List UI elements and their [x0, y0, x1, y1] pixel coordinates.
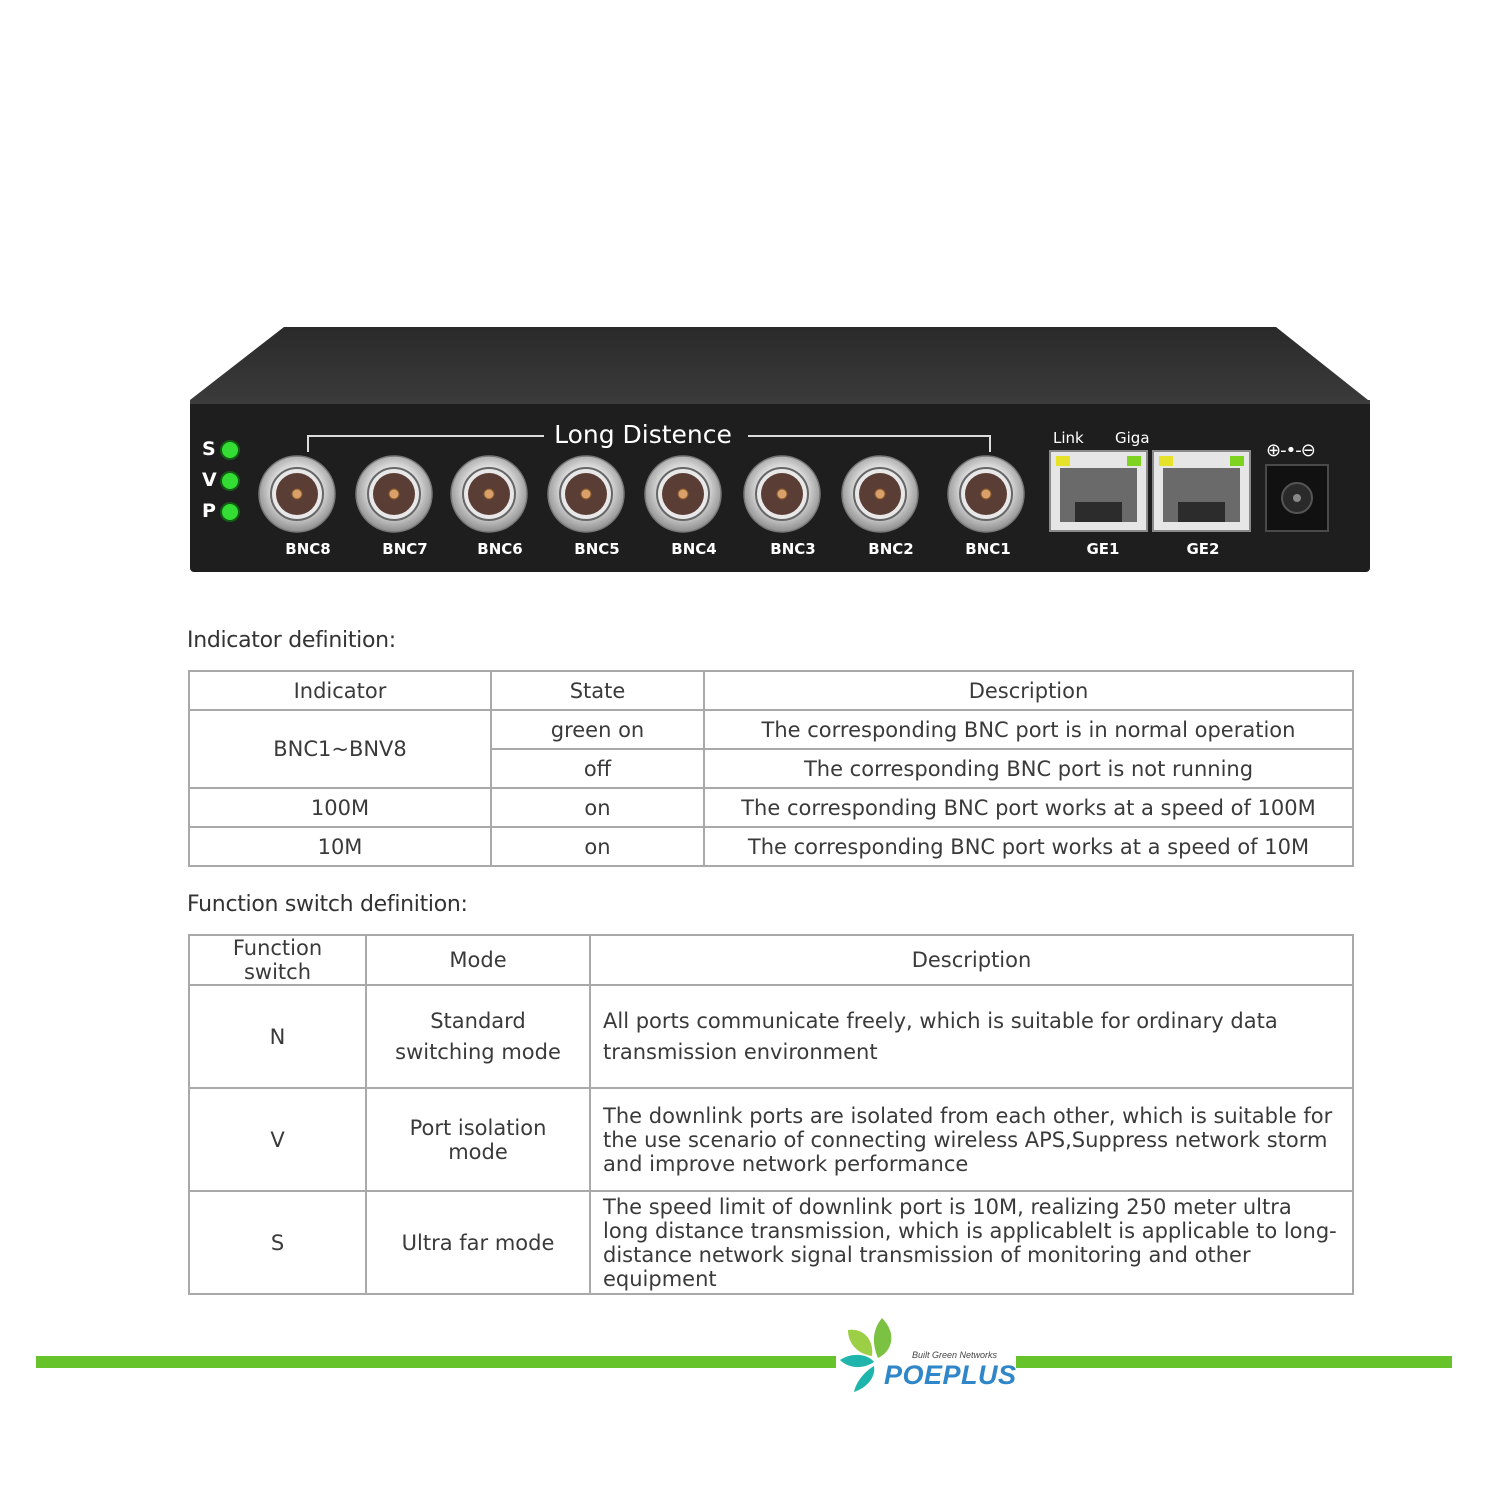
cell-description: The downlink ports are isolated from each other, which is suitable for the use scenario of connecting wireless APS,Suppress network storm and improve network performance — [590, 1088, 1353, 1191]
bnc3-connector-icon — [744, 456, 820, 532]
bnc7-connector-icon — [356, 456, 432, 532]
port-label-bnc4: BNC4 — [671, 540, 717, 558]
bnc1-connector-icon — [948, 456, 1024, 532]
header-description: Description — [590, 935, 1353, 985]
cell-state: on — [491, 827, 704, 866]
bnc5-connector-icon — [548, 456, 624, 532]
status-leds — [221, 441, 239, 521]
table-row — [189, 710, 1353, 749]
power-jack-icon — [1266, 465, 1328, 531]
header-indicator: Indicator — [189, 671, 491, 710]
bnc8-connector-icon — [259, 456, 335, 532]
cell-state: off — [491, 749, 704, 788]
long-distance-title: Long Distence — [554, 420, 732, 449]
cell-switch: S — [189, 1191, 366, 1294]
cell-state: on — [491, 788, 704, 827]
port-label-bnc5: BNC5 — [574, 540, 620, 558]
table-row — [189, 788, 1353, 827]
cell-state: green on — [491, 710, 704, 749]
cell-description: The corresponding BNC port works at a speed of 100M — [704, 788, 1353, 827]
header-mode: Mode — [366, 935, 590, 985]
device-illustration — [0, 0, 1500, 600]
cell-indicator: 10M — [189, 827, 491, 866]
led-s-icon — [221, 441, 239, 459]
bnc4-connector-icon — [645, 456, 721, 532]
port-label-ge2: GE2 — [1186, 540, 1220, 558]
bnc2-connector-icon — [842, 456, 918, 532]
header-description: Description — [704, 671, 1353, 710]
cell-switch: V — [189, 1088, 366, 1191]
port-label-bnc8: BNC8 — [285, 540, 331, 558]
table-header-row — [189, 935, 1353, 985]
power-polarity-symbol: ⊕-•-⊖ — [1266, 440, 1315, 461]
brand-name: POEPLUS — [884, 1360, 1017, 1390]
cell-indicator: 100M — [189, 788, 491, 827]
cell-indicator: BNC1~BNV8 — [189, 710, 491, 788]
cell-mode: Port isolation mode — [366, 1088, 590, 1191]
ge2-port-icon — [1153, 451, 1250, 531]
footer-bar-right — [1016, 1356, 1452, 1368]
cell-description: The corresponding BNC port is in normal operation — [704, 710, 1353, 749]
port-label-bnc1: BNC1 — [965, 540, 1011, 558]
function-section-title: Function switch definition: — [187, 892, 468, 917]
port-label-bnc2: BNC2 — [868, 540, 914, 558]
header-function-switch: Function switch — [189, 935, 366, 985]
table-row — [189, 1191, 1353, 1294]
table-row — [189, 827, 1353, 866]
chassis-top — [190, 327, 1368, 400]
port-label-ge1: GE1 — [1086, 540, 1120, 558]
brand-tagline: Built Green Networks — [912, 1350, 998, 1360]
eth-led-label-giga: Giga — [1115, 429, 1150, 447]
indicator-section-title: Indicator definition: — [187, 628, 396, 653]
table-row — [189, 985, 1353, 1088]
function-switch-table — [188, 934, 1354, 1295]
cell-description: All ports communicate freely, which is suitable for ordinary data transmission environment — [590, 985, 1353, 1088]
cell-mode: Ultra far mode — [366, 1191, 590, 1294]
led-v-icon — [221, 472, 239, 490]
cell-description: The speed limit of downlink port is 10M, realizing 250 meter ultra long distance transmission, which is applicableIt is applicable to long-distance network signal transmission of monitoring and other equipment — [590, 1191, 1353, 1294]
footer-bar-left — [36, 1356, 836, 1368]
led-label-p: P — [202, 500, 216, 522]
eth-led-label-link: Link — [1053, 429, 1084, 447]
table-header-row — [189, 671, 1353, 710]
device-image — [0, 0, 1500, 600]
port-label-bnc3: BNC3 — [770, 540, 816, 558]
table-row — [189, 1088, 1353, 1191]
led-p-icon — [221, 503, 239, 521]
led-label-v: V — [202, 469, 217, 491]
indicator-table — [188, 670, 1354, 867]
led-label-s: S — [202, 438, 216, 460]
cell-description: The corresponding BNC port works at a speed of 10M — [704, 827, 1353, 866]
cell-mode: Standard switching mode — [366, 985, 590, 1088]
cell-description: The corresponding BNC port is not running — [704, 749, 1353, 788]
port-label-bnc7: BNC7 — [382, 540, 428, 558]
port-label-bnc6: BNC6 — [477, 540, 523, 558]
bnc6-connector-icon — [451, 456, 527, 532]
ge1-port-icon — [1050, 451, 1147, 531]
header-state: State — [491, 671, 704, 710]
cell-switch: N — [189, 985, 366, 1088]
